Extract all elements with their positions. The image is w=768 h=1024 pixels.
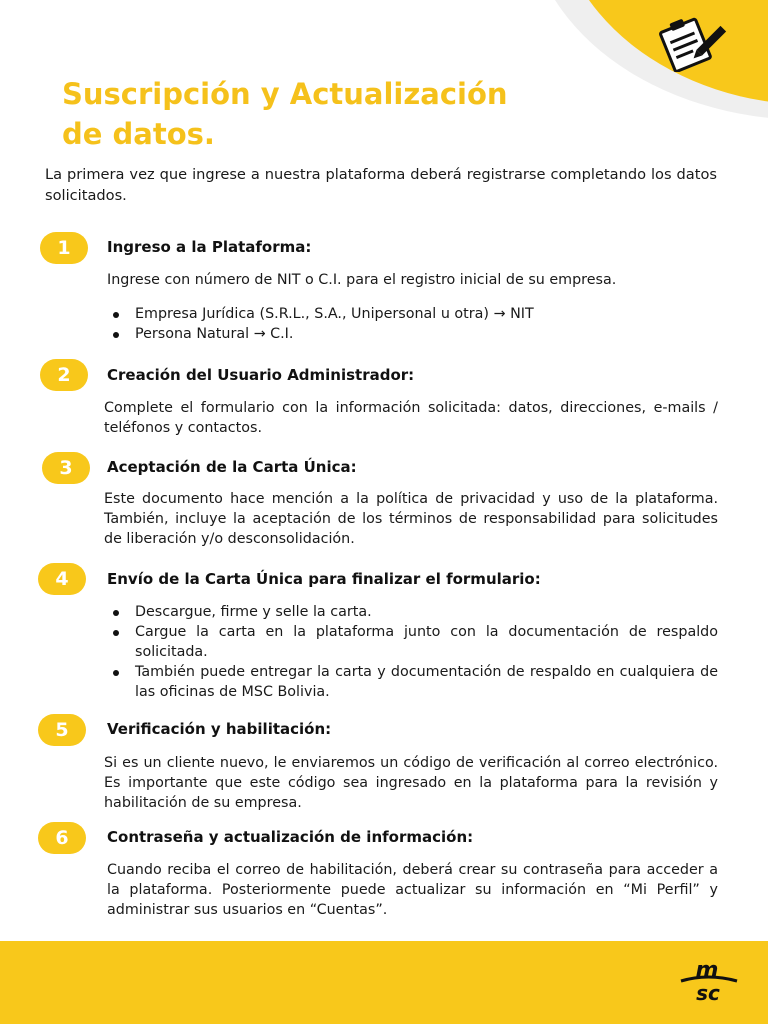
step-6-text: Cuando reciba el correo de habilitación, deberá crear su contraseña para acceder a la plataforma. Posteriormente puede actualizar su información en “Mi Perfil” y administrar sus usuarios en “Cuentas”. [107,862,718,918]
step-3-badge: 3 [42,452,90,484]
step-4-badge: 4 [38,563,86,595]
msc-logo-sc: sc [696,981,720,1002]
footer-band [0,941,768,1024]
step-3-text: Este documento hace mención a la política de privacidad y uso de la plataforma. También, incluye la aceptación de los términos de responsabilidad para solicitudes de liberación y/o desconsolidación. [104,491,718,547]
step-5-badge: 5 [38,714,86,746]
page-title-line-2: de datos. [62,117,215,151]
step-2-text: Complete el formulario con la información solicitada: datos, direcciones, e-mails / teléfonos y contactos. [104,400,718,436]
step-4-heading: Envío de la Carta Única para finalizar el formulario: [107,570,541,588]
step-3-heading: Aceptación de la Carta Única: [107,458,357,476]
msc-logo [675,958,741,1002]
page-title-line-1: Suscripción y Actualización [62,77,508,111]
step-1-list [108,304,718,344]
step-4-list [108,602,718,702]
step-1-bullet-2: Persona Natural → C.I. [108,324,718,344]
step-1-text: Ingrese con número de NIT o C.I. para el registro inicial de su empresa. [107,272,617,288]
clipboard-pencil-icon [652,10,728,72]
step-4-bullet-2: Cargue la carta en la plataforma junto con la documentación de respaldo solicitada. [108,622,718,662]
page-title [62,74,582,154]
step-4-bullet-1: Descargue, firme y selle la carta. [108,602,718,622]
step-5-text: Si es un cliente nuevo, le enviaremos un código de verificación al correo electrónico. Es importante que este código sea ingresado en la plataforma para la revisión y habilitación de su empresa. [104,755,718,811]
step-1-bullet-1: Empresa Jurídica (S.R.L., S.A., Unipersonal u otra) → NIT [108,304,718,324]
step-2-badge: 2 [40,359,88,391]
intro-paragraph: La primera vez que ingrese a nuestra plataforma deberá registrarse completando los datos solicitados. [45,166,717,204]
step-1-badge: 1 [40,232,88,264]
step-6-heading: Contraseña y actualización de información: [107,828,474,846]
step-6-badge: 6 [38,822,86,854]
msc-logo-m: m [695,958,719,983]
step-4-bullet-3: También puede entregar la carta y documentación de respaldo en cualquiera de las oficinas de MSC Bolivia. [108,662,718,702]
step-1-heading: Ingreso a la Plataforma: [107,238,312,256]
step-2-heading: Creación del Usuario Administrador: [107,366,415,384]
step-5-heading: Verificación y habilitación: [107,720,332,738]
